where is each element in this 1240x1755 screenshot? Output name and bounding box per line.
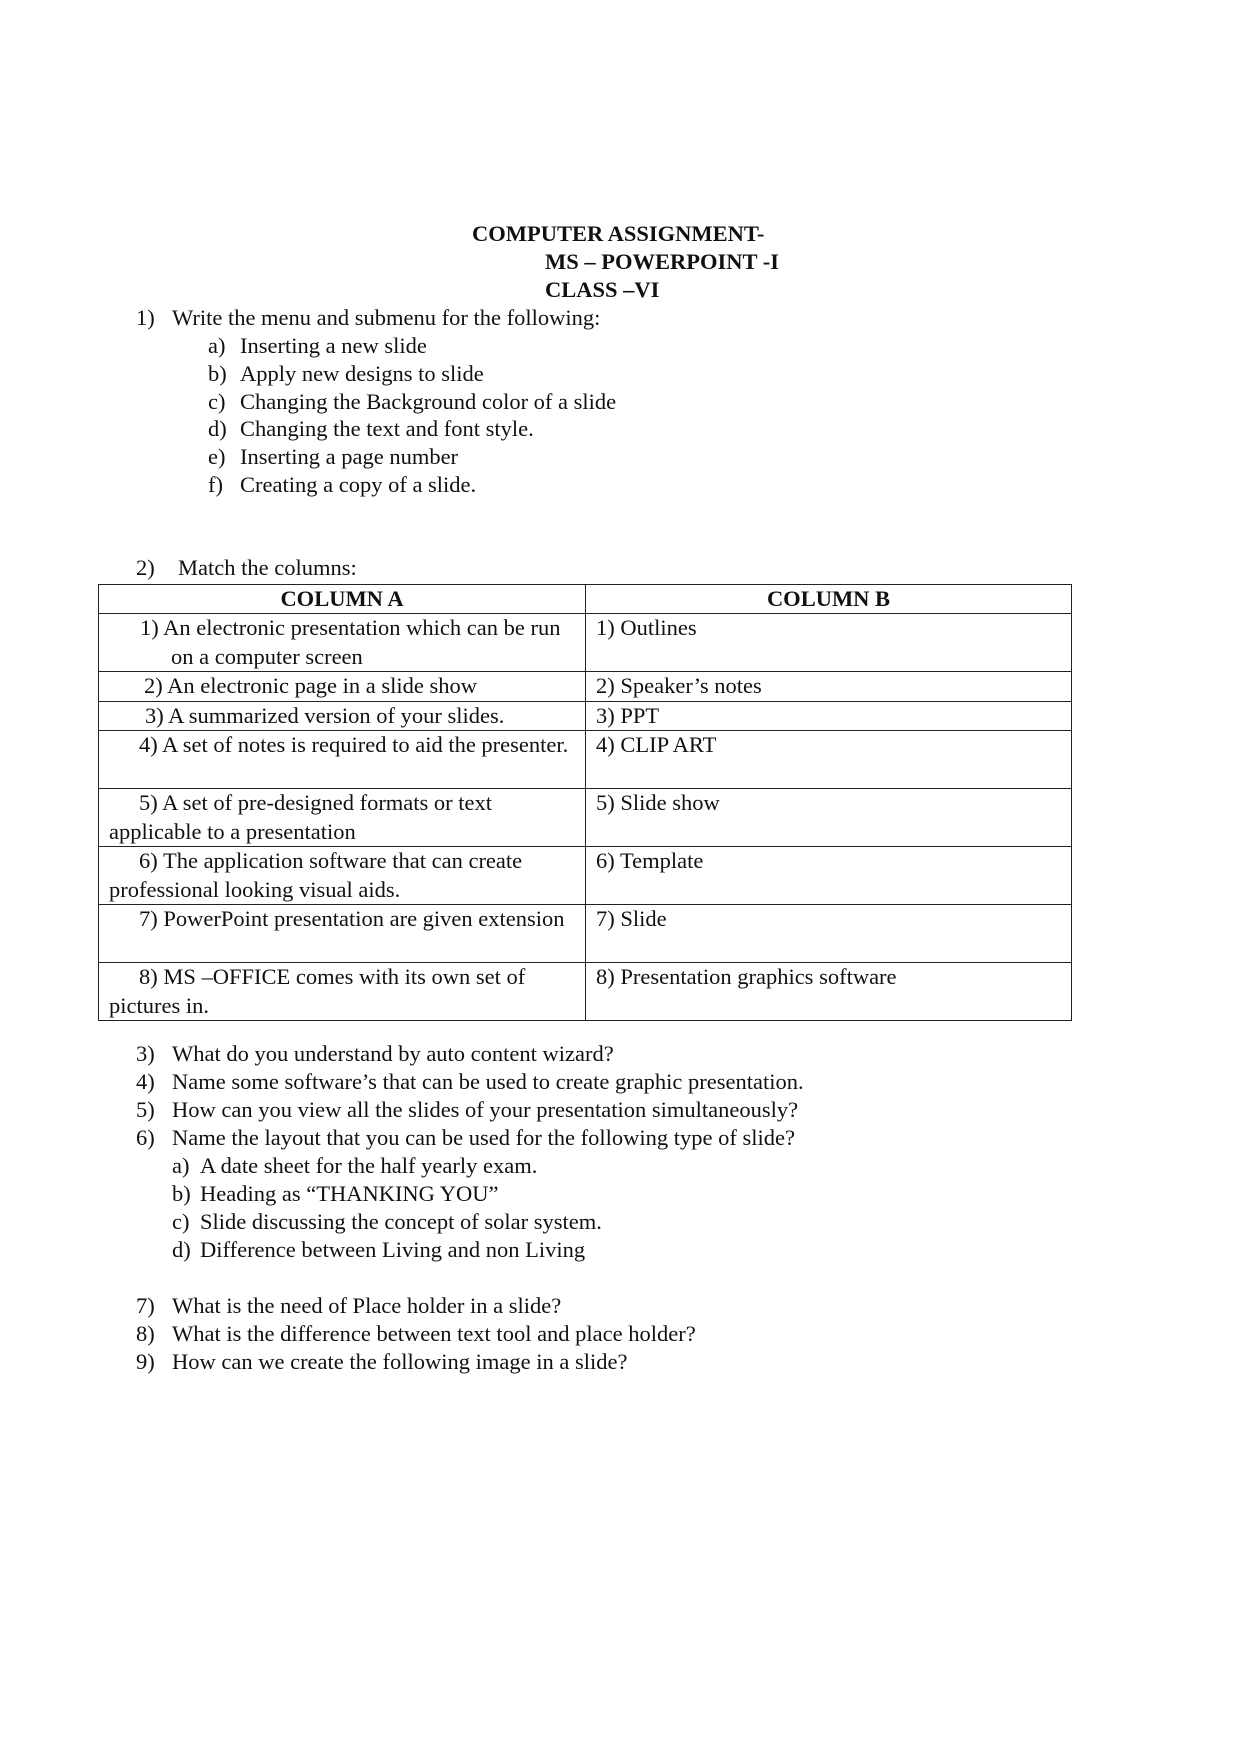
question-number: 9): [136, 1349, 155, 1374]
item-text: Apply new designs to slide: [240, 361, 484, 386]
item-letter: f): [208, 472, 223, 497]
question-number: 2): [136, 555, 155, 580]
question-number: 5): [136, 1097, 155, 1122]
item-letter: b): [172, 1181, 191, 1206]
question-number: 3): [136, 1041, 155, 1066]
question-number: 1): [136, 305, 155, 330]
question-text: Match the columns:: [178, 555, 357, 580]
question-text: Name some software’s that can be used to create graphic presentation.: [172, 1069, 804, 1094]
q6-item-b: [172, 1180, 498, 1208]
question-number: 6): [136, 1125, 155, 1150]
column-a-cell: 6) The application software that can create professional looking visual aids.: [99, 847, 586, 905]
item-text: Heading as “THANKING YOU”: [200, 1181, 499, 1206]
item-letter: e): [208, 444, 226, 469]
question-9: [136, 1348, 627, 1376]
question-6: [136, 1124, 795, 1152]
column-a-cell: 4) A set of notes is required to aid the presenter.: [99, 731, 586, 789]
assignment-subject: MS – POWERPOINT -I: [545, 249, 779, 274]
item-text: Changing the Background color of a slide: [240, 389, 617, 414]
item-text: Inserting a new slide: [240, 333, 427, 358]
item-text: Changing the text and font style.: [240, 416, 534, 441]
item-letter: c): [172, 1209, 190, 1234]
assignment-title: COMPUTER ASSIGNMENT-: [472, 221, 765, 246]
item-letter: d): [208, 416, 227, 441]
q1-item-d: [208, 415, 534, 443]
item-text: A date sheet for the half yearly exam.: [200, 1153, 538, 1178]
assignment-class: CLASS –VI: [545, 277, 660, 302]
question-text: Name the layout that you can be used for the following type of slide?: [172, 1125, 795, 1150]
column-b-header: COLUMN B: [586, 585, 1072, 614]
question-text: Write the menu and submenu for the following:: [172, 305, 601, 330]
q1-item-f: [208, 471, 476, 499]
table-row: [99, 789, 1072, 847]
q6-item-d: [172, 1236, 585, 1264]
question-text: How can you view all the slides of your presentation simultaneously?: [172, 1097, 799, 1122]
item-letter: c): [208, 389, 226, 414]
question-text: What is the difference between text tool and place holder?: [172, 1321, 696, 1346]
item-text: Slide discussing the concept of solar system.: [200, 1209, 602, 1234]
column-b-cell: 1) Outlines: [586, 614, 1072, 672]
column-b-cell: 5) Slide show: [586, 789, 1072, 847]
table-row: [99, 731, 1072, 789]
column-b-cell: 4) CLIP ART: [586, 731, 1072, 789]
question-number: 8): [136, 1321, 155, 1346]
question-3: [136, 1040, 614, 1068]
table-row: [99, 847, 1072, 905]
question-text: How can we create the following image in a slide?: [172, 1349, 628, 1374]
column-b-cell: 2) Speaker’s notes: [586, 672, 1072, 702]
table-row: [99, 672, 1072, 702]
question-5: [136, 1096, 798, 1124]
question-number: 4): [136, 1069, 155, 1094]
question-1: [136, 304, 600, 332]
q1-item-c: [208, 388, 616, 416]
column-b-cell: 8) Presentation graphics software: [586, 963, 1072, 1021]
column-b-cell: 7) Slide: [586, 905, 1072, 963]
q6-item-c: [172, 1208, 602, 1236]
table-row: [99, 701, 1072, 731]
table-row: [99, 963, 1072, 1021]
column-a-cell: 2) An electronic page in a slide show: [99, 672, 586, 702]
question-text: What do you understand by auto content wizard?: [172, 1041, 614, 1066]
q1-item-b: [208, 360, 484, 388]
table-row: [99, 905, 1072, 963]
item-letter: a): [208, 333, 226, 358]
item-letter: b): [208, 361, 227, 386]
item-letter: d): [172, 1237, 191, 1262]
q1-item-e: [208, 443, 458, 471]
question-7: [136, 1292, 561, 1320]
question-8: [136, 1320, 696, 1348]
item-text: Creating a copy of a slide.: [240, 472, 477, 497]
column-a-cell: 1) An electronic presentation which can be run on a computer screen: [99, 614, 586, 672]
item-letter: a): [172, 1153, 190, 1178]
item-text: Difference between Living and non Living: [200, 1237, 586, 1262]
item-text: Inserting a page number: [240, 444, 459, 469]
question-2: [136, 554, 357, 582]
column-a-cell: 5) A set of pre-designed formats or text applicable to a presentation: [99, 789, 586, 847]
table-row: [99, 614, 1072, 672]
column-b-cell: 6) Template: [586, 847, 1072, 905]
q6-item-a: [172, 1152, 537, 1180]
q1-item-a: [208, 332, 427, 360]
column-a-cell: 3) A summarized version of your slides.: [99, 701, 586, 731]
match-columns-table: [98, 584, 1072, 1021]
question-text: What is the need of Place holder in a slide?: [172, 1293, 562, 1318]
question-4: [136, 1068, 804, 1096]
column-a-cell: 8) MS –OFFICE comes with its own set of pictures in.: [99, 963, 586, 1021]
question-number: 7): [136, 1293, 155, 1318]
column-a-cell: 7) PowerPoint presentation are given extension: [99, 905, 586, 963]
table-header-row: [99, 585, 1072, 614]
column-b-cell: 3) PPT: [586, 701, 1072, 731]
column-a-header: COLUMN A: [99, 585, 586, 614]
